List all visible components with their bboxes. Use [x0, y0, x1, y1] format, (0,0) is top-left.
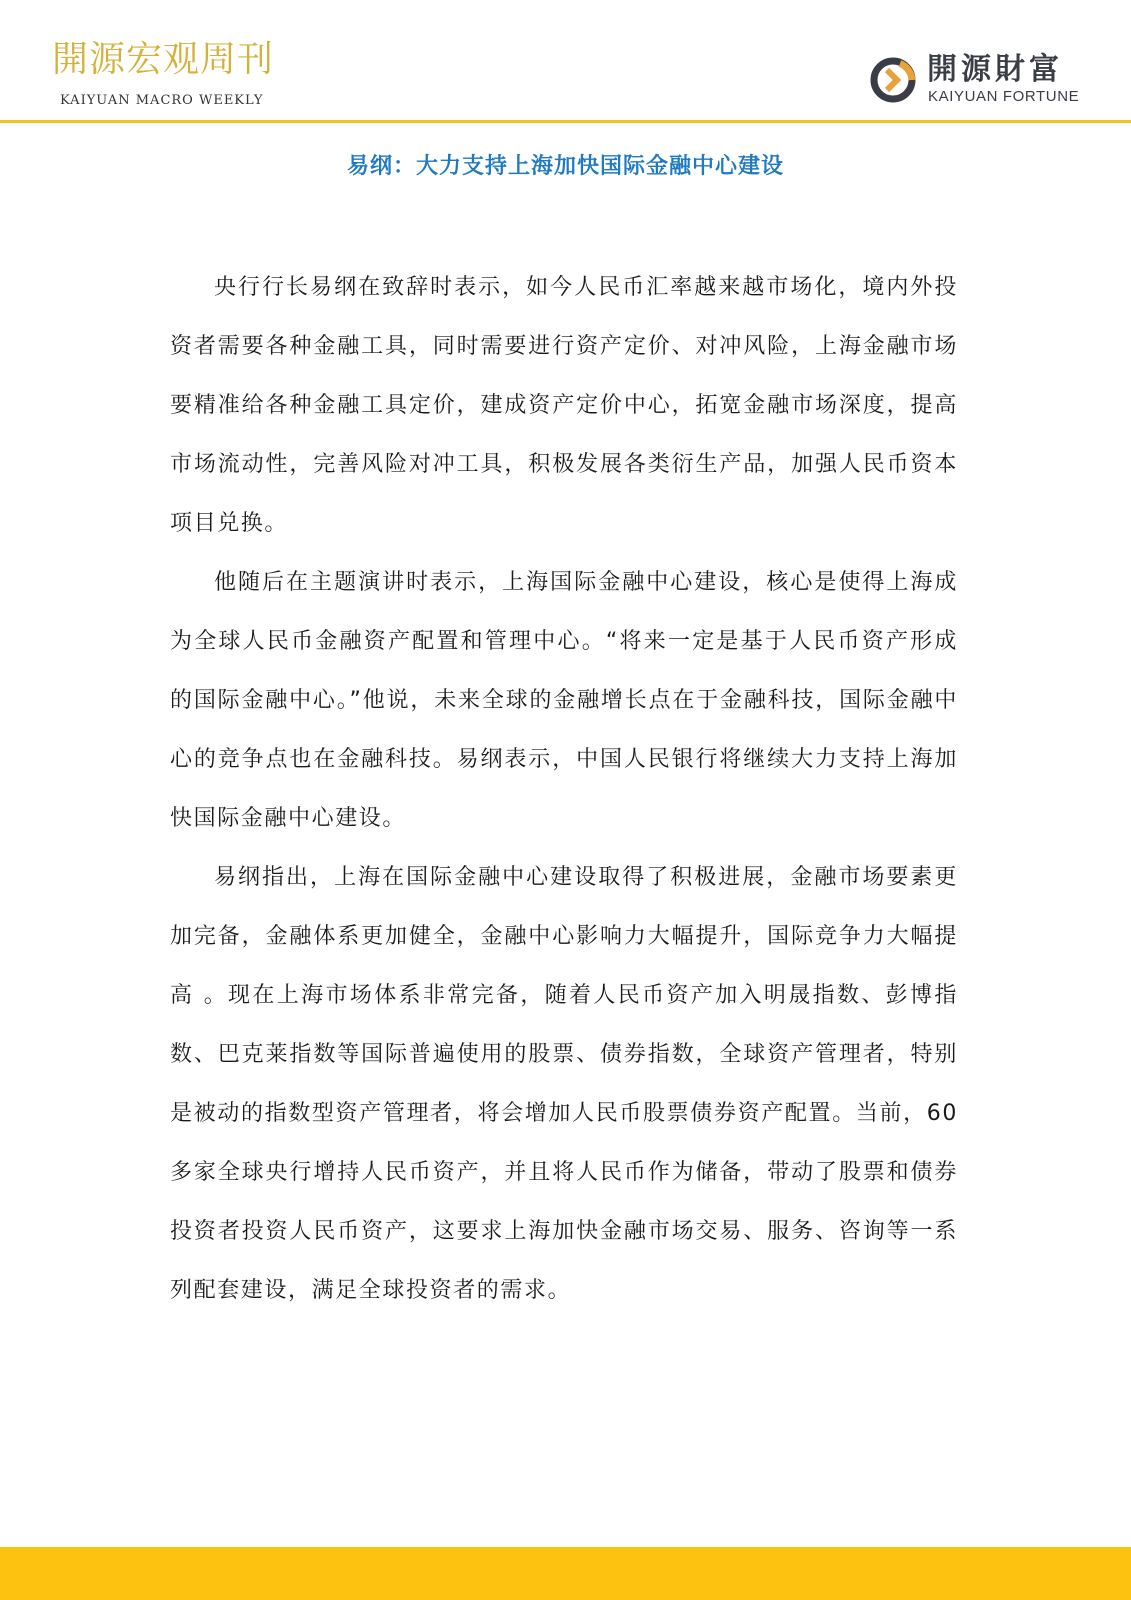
paragraph-3: 易纲指出，上海在国际金融中心建设取得了积极进展，金融市场要素更加完备，金融体系更加健全，金融中心影响力大幅提升，国际竞争力大幅提高 。现在上海市场体系非常完备，随着人民币资产加入明晟指数、彭博指数、巴克莱指数等国际普遍使用的股票、债券指数，全球资产管理者，特别是被动的指数型资产管理者，将会增加人民币股票债券资产配置。当前，60 多家全球央行增持人民币资产，并且将人民币作为储备，带动了股票和债券投资者投资人民币资产，这要求上海加快金融市场交易、服务、咨询等一系列配套建设，满足全球投资者的需求。: [170, 865, 958, 1303]
publication-title: 開源宏观周刊: [52, 39, 275, 80]
logo-name-en: KAIYUAN FORTUNE: [928, 88, 1080, 105]
article-body: [170, 258, 958, 1320]
page-header: [0, 0, 1131, 121]
logo-name-cn: 開源財富: [927, 52, 1063, 87]
footer-bar: [0, 1547, 1131, 1600]
kaiyuan-fortune-logo: [869, 53, 1089, 107]
paragraph-2: 他随后在主题演讲时表示，上海国际金融中心建设，核心是使得上海成为全球人民币金融资产配置和管理中心。“将来一定是基于人民币资产形成的国际金融中心。”他说，未来全球的金融增长点在于金融科技，国际金融中心的竞争点也在金融科技。易纲表示，中国人民银行将继续大力支持上海加快国际金融中心建设。: [170, 570, 958, 831]
header-divider: [0, 120, 1131, 123]
paragraph-1: 央行行长易纲在致辞时表示，如今人民币汇率越来越市场化，境内外投资者需要各种金融工具，同时需要进行资产定价、对冲风险，上海金融市场要精准给各种金融工具定价，建成资产定价中心，拓宽金融市场深度，提高市场流动性，完善风险对冲工具，积极发展各类衍生产品，加强人民币资本项目兑换。: [170, 275, 958, 536]
article-title: 易纲：大力支持上海加快国际金融中心建设: [346, 154, 784, 179]
kaiyuan-logo-mark-icon: [869, 56, 917, 104]
publication-subtitle: KAIYUAN MACRO WEEKLY: [60, 93, 264, 108]
